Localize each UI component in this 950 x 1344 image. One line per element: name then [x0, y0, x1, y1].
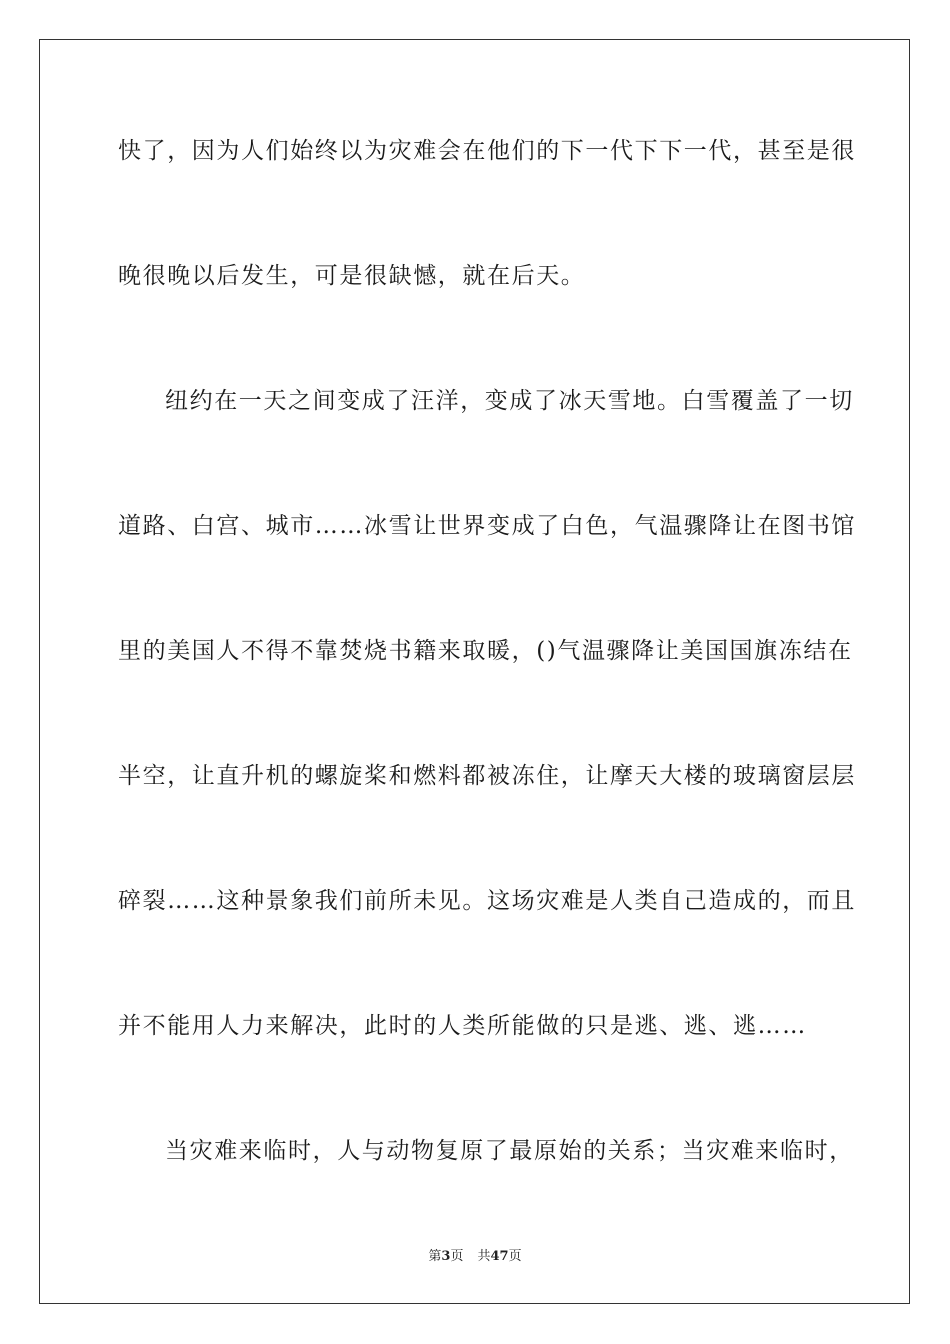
- page-number: 3: [441, 1249, 451, 1264]
- footer-total-prefix: 共: [477, 1249, 491, 1264]
- text-line-3: 纽约在一天之间变成了汪洋，变成了冰天雪地。白雪覆盖了一切: [165, 388, 854, 414]
- text-line-5: 里的美国人不得不靠焚烧书籍来取暖，()气温骤降让美国国旗冻结在: [118, 638, 853, 664]
- text-line-7: 碎裂……这种景象我们前所未见。这场灾难是人类自己造成的，而且: [118, 888, 856, 914]
- page-border: [39, 39, 910, 1304]
- footer-page-suffix: 页: [450, 1249, 464, 1264]
- text-line-6: 半空，让直升机的螺旋桨和燃料都被冻住，让摩天大楼的玻璃窗层层: [118, 763, 856, 789]
- text-line-4: 道路、白宫、城市……冰雪让世界变成了白色，气温骤降让在图书馆: [118, 513, 856, 539]
- page-footer: [0, 1245, 950, 1264]
- text-line-8: 并不能用人力来解决，此时的人类所能做的只是逃、逃、逃……: [118, 1013, 807, 1039]
- footer-total-suffix: 页: [508, 1249, 522, 1264]
- text-line-2: 晚很晚以后发生，可是很缺憾，就在后天。: [118, 263, 586, 289]
- text-line-9: 当灾难来临时，人与动物复原了最原始的关系；当灾难来临时，: [165, 1138, 854, 1164]
- footer-prefix: 第: [428, 1249, 442, 1264]
- text-line-1: 快了，因为人们始终以为灾难会在他们的下一代下下一代，甚至是很: [118, 138, 856, 164]
- total-pages: 47: [490, 1249, 509, 1264]
